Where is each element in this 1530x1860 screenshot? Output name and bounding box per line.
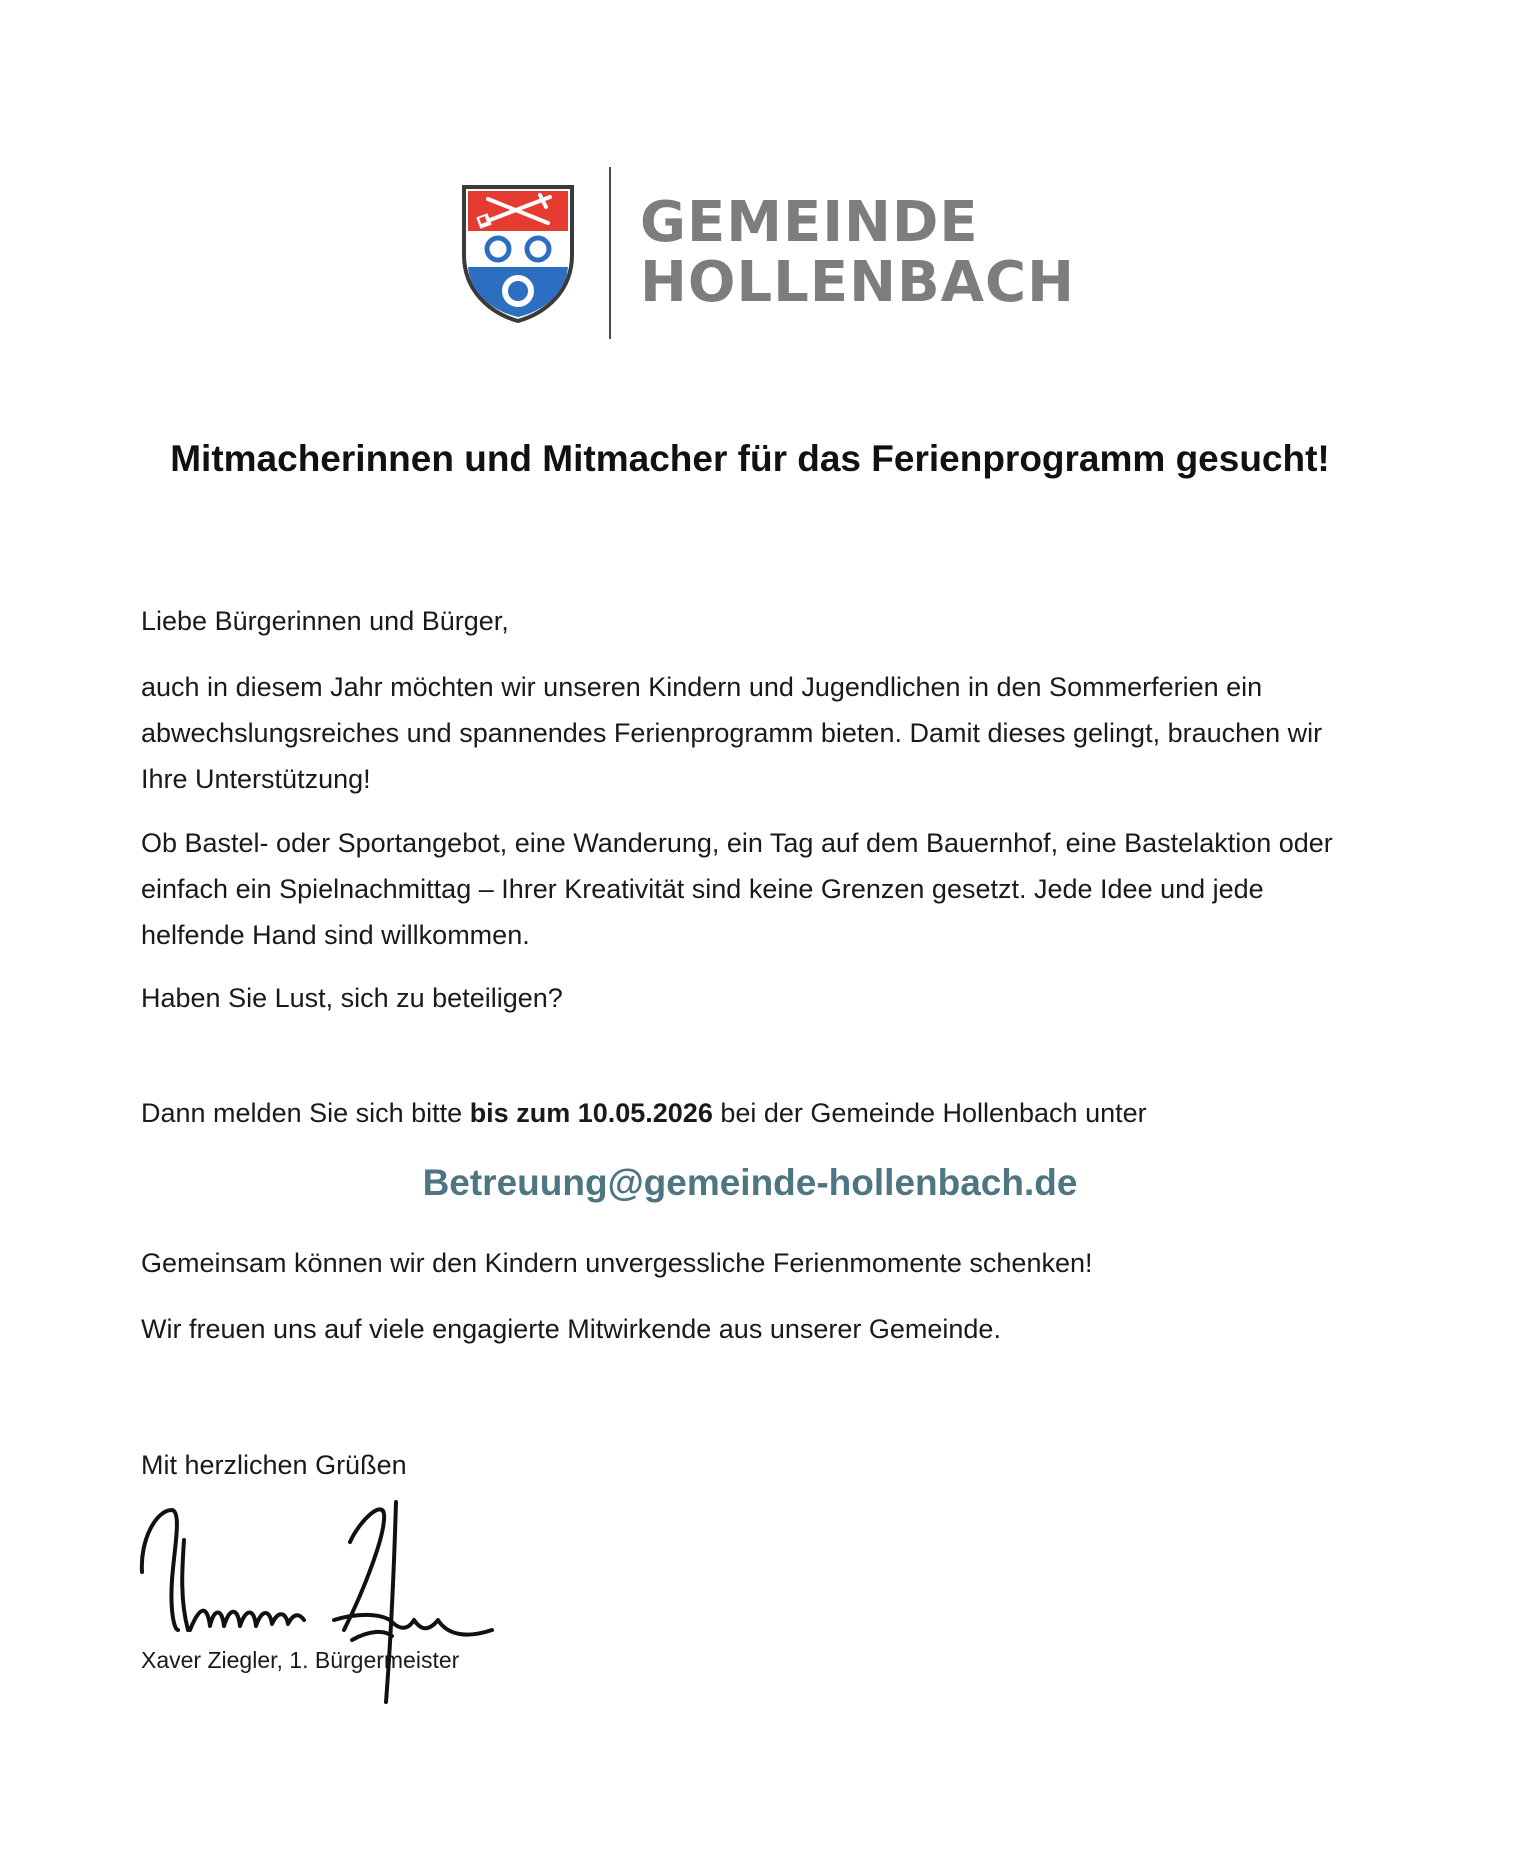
letterhead-divider: [609, 167, 611, 339]
coat-of-arms-icon: [460, 183, 576, 323]
contact-email-link[interactable]: Betreuung@gemeinde-hollenbach.de: [422, 1162, 1078, 1203]
deadline-text: bis zum 10.05.2026: [469, 1098, 713, 1128]
letterhead: [460, 165, 1075, 340]
page-title: Mitmacherinnen und Mitmacher für das Ferienprogramm gesucht!: [170, 438, 1330, 479]
municipality-name-line2: HOLLENBACH: [640, 249, 1075, 315]
municipality-name: [640, 189, 1075, 315]
paragraph-intro: auch in diesem Jahr möchten wir unseren Kindern und Jugendlichen in den Sommerferien ein abwechslungsreiches und spannendes Ferienprogramm bieten. Damit dieses gelingt, brauchen wir Ihre Unterstützung!: [141, 672, 1323, 794]
paragraph-together: Gemeinsam können wir den Kindern unvergessliche Ferienmomente schenken!: [141, 1248, 1093, 1278]
municipality-name-line1: GEMEINDE: [640, 189, 979, 255]
signatory-name: Xaver Ziegler, 1. Bürgermeister: [141, 1647, 460, 1673]
paragraph-ideas: Ob Bastel- oder Sportangebot, eine Wanderung, ein Tag auf dem Bauernhof, eine Bastelaktion oder einfach ein Spielnachmittag – Ihrer Kreativität sind keine Grenzen gesetzt. Jede Idee und jede helfende Hand sind willkommen.: [141, 828, 1333, 950]
handwritten-signature-icon: [138, 1480, 498, 1710]
contact-instruction: [141, 1090, 1371, 1136]
question-text: Haben Sie Lust, sich zu beteiligen?: [141, 983, 563, 1013]
contact-text-before: Dann melden Sie sich bitte: [141, 1098, 470, 1128]
greeting: Liebe Bürgerinnen und Bürger,: [141, 606, 509, 636]
paragraph-thanks: Wir freuen uns auf viele engagierte Mitwirkende aus unserer Gemeinde.: [141, 1314, 1001, 1344]
closing-salutation: Mit herzlichen Grüßen: [141, 1450, 407, 1480]
contact-text-after: bei der Gemeinde Hollenbach unter: [712, 1098, 1147, 1128]
